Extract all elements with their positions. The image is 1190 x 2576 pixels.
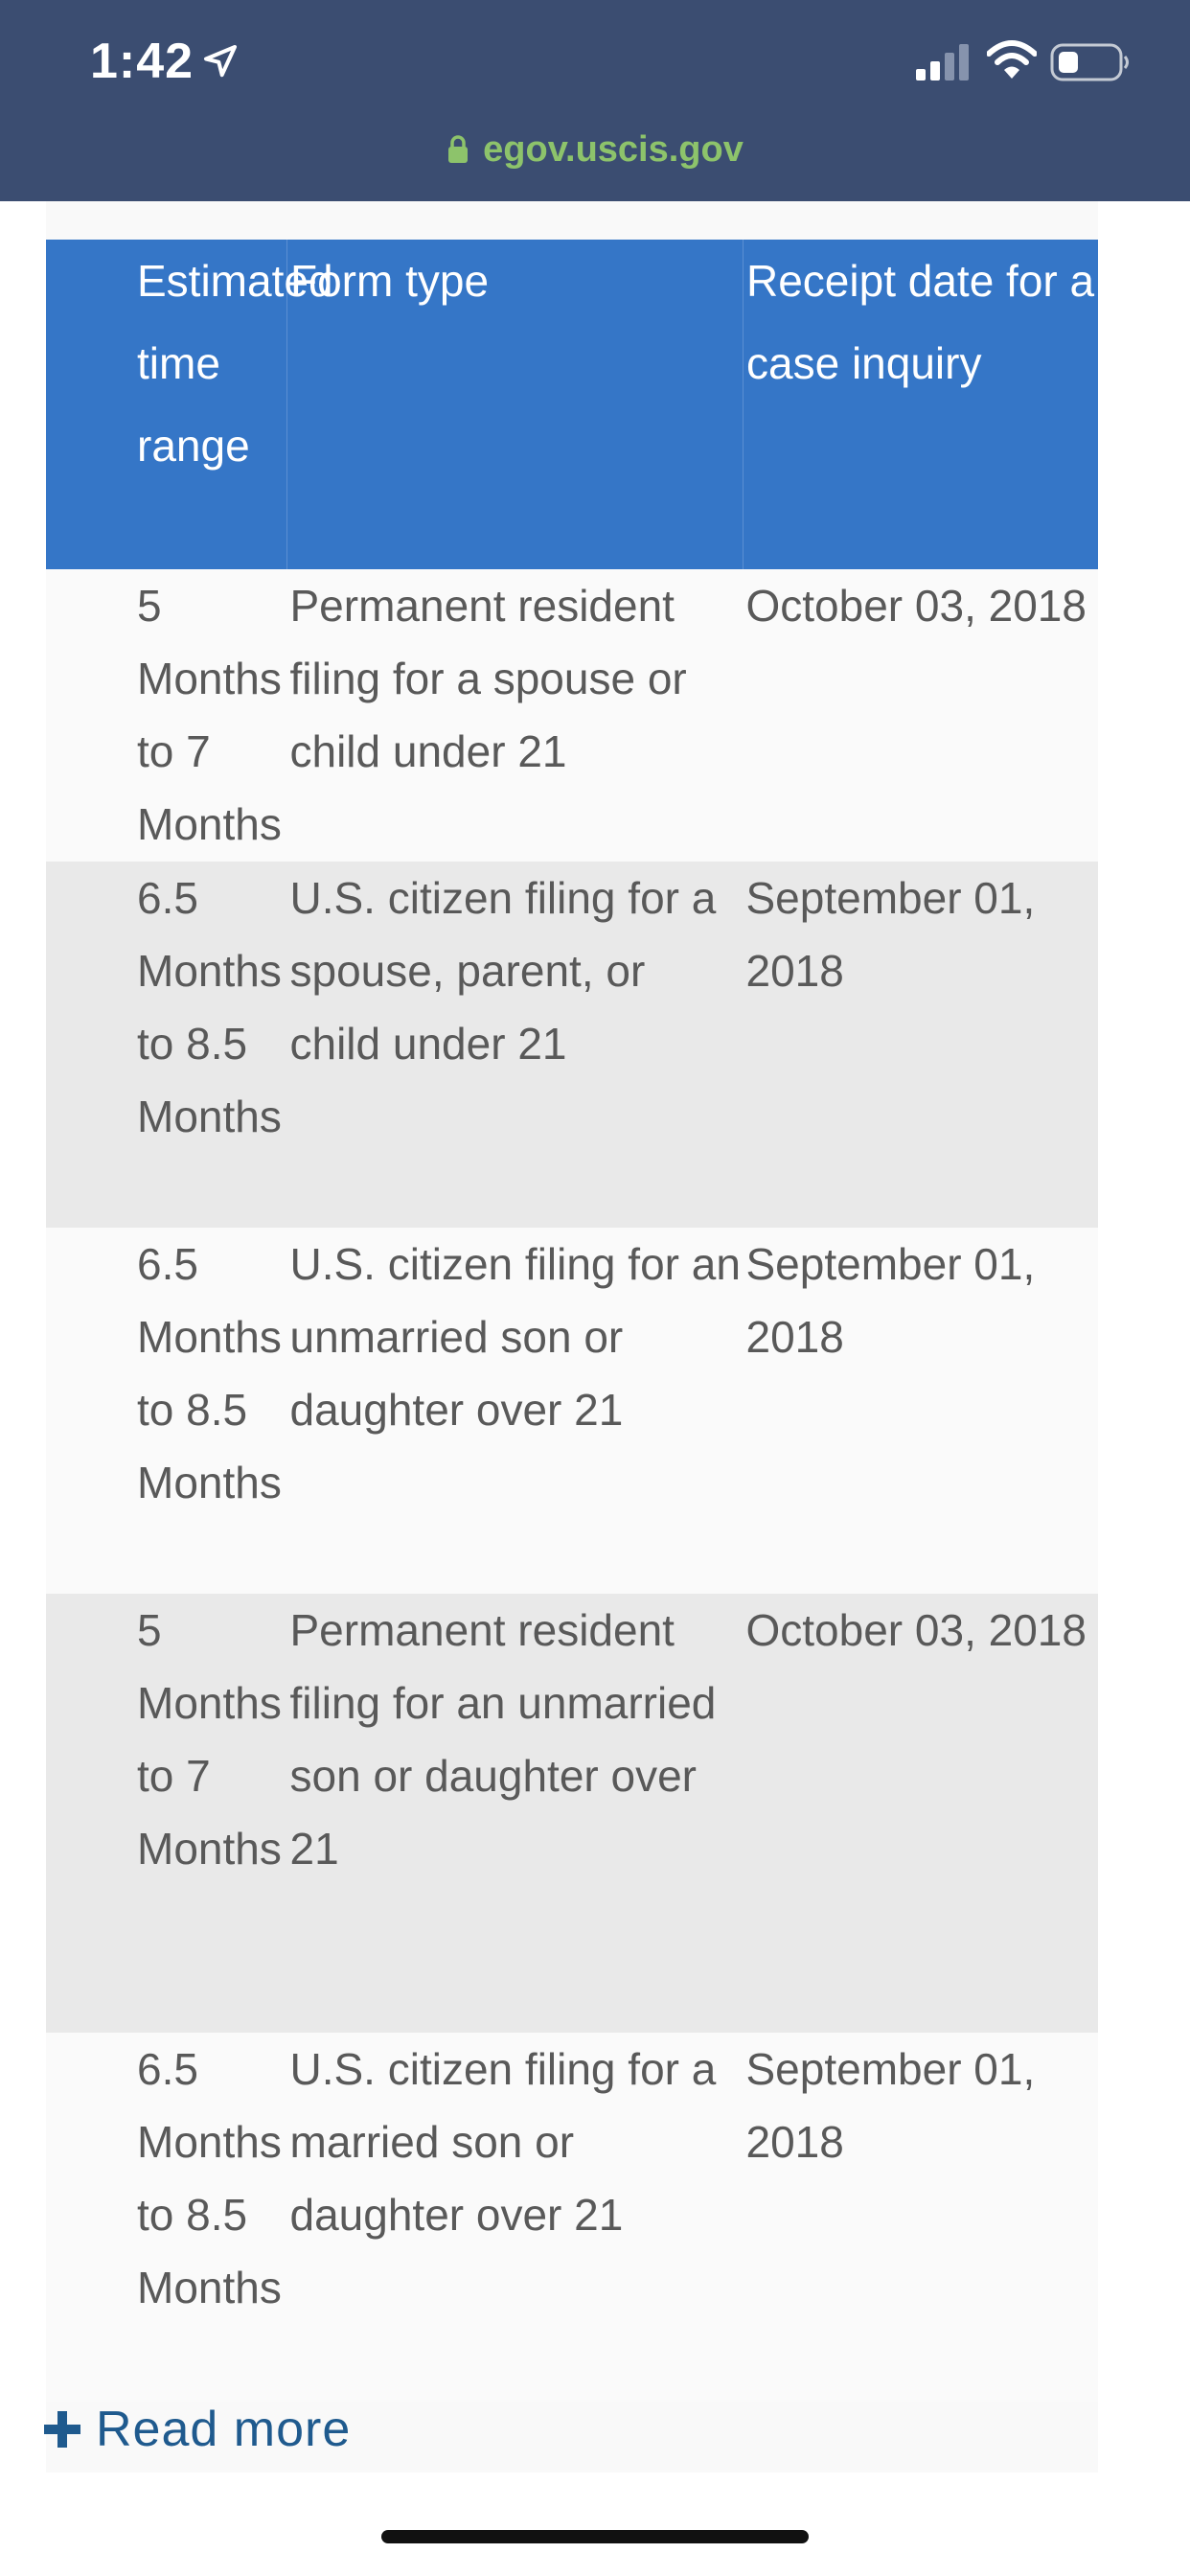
cell-receipt-date: September 01, 2018 — [745, 1239, 1036, 1362]
table-row — [46, 2033, 1098, 2402]
cell-receipt-date: October 03, 2018 — [745, 1605, 1087, 1655]
cell-time-range: 6.5 Months to 8.5 Months — [137, 2044, 282, 2312]
column-header-time-range: Estimated time range — [137, 256, 333, 471]
cell-time-range: 5 Months to 7 Months — [137, 581, 282, 849]
plus-icon — [42, 2409, 82, 2450]
cell-time-range: 6.5 Months to 8.5 Months — [137, 1239, 282, 1507]
cell-form-type: U.S. citizen filing for a spouse, parent, or child under 21 — [289, 873, 717, 1069]
processing-times-table — [46, 240, 1098, 2402]
cell-form-type: U.S. citizen filing for a married son or daughter over 21 — [289, 2044, 717, 2240]
cell-time-range: 6.5 Months to 8.5 Months — [137, 873, 282, 1141]
home-indicator[interactable] — [381, 2530, 809, 2543]
cell-form-type: Permanent resident filing for an unmarried son or daughter over 21 — [289, 1605, 717, 1874]
read-more-label[interactable]: Read more — [96, 2402, 352, 2457]
read-more-link[interactable] — [42, 2401, 351, 2458]
location-arrow-icon — [201, 42, 240, 80]
cell-time-range: 5 Months to 7 Months — [137, 1605, 282, 1874]
browser-top-bar — [0, 0, 1190, 201]
wifi-icon — [987, 40, 1037, 80]
column-header-form-type: Form type — [287, 240, 744, 569]
column-header-receipt-date: Receipt date for a case inquiry — [744, 240, 1099, 569]
cell-receipt-date: October 03, 2018 — [745, 581, 1087, 631]
url-text[interactable]: egov.uscis.gov — [483, 128, 744, 170]
lock-icon — [446, 134, 469, 165]
address-bar[interactable] — [0, 123, 1190, 176]
cell-form-type: Permanent resident filing for a spouse or child under 21 — [289, 581, 687, 776]
cell-receipt-date: September 01, 2018 — [745, 873, 1036, 996]
table-row — [46, 1228, 1098, 1594]
table-row — [46, 569, 1098, 862]
cell-form-type: U.S. citizen filing for an unmarried son or daughter over 21 — [289, 1239, 741, 1435]
status-time: 1:42 — [90, 34, 195, 89]
table-header-row — [46, 240, 1098, 569]
page-content — [0, 201, 1190, 2471]
cell-receipt-date: September 01, 2018 — [745, 2044, 1036, 2167]
table-row — [46, 862, 1098, 1228]
battery-icon — [1050, 42, 1131, 82]
cellular-signal-icon — [916, 44, 972, 80]
table-row — [46, 1594, 1098, 2033]
